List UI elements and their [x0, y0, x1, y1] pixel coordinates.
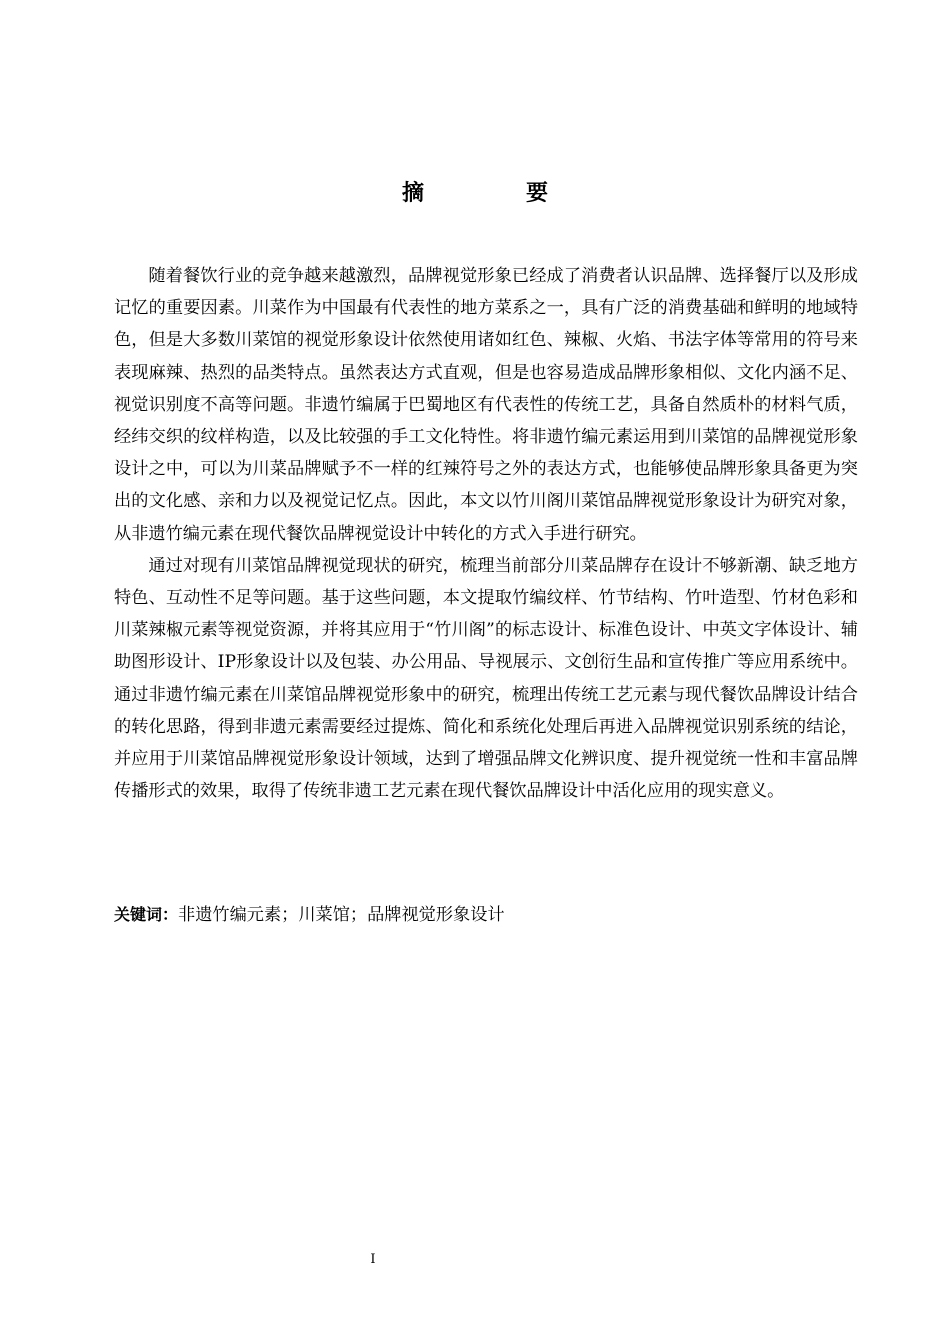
abstract-title: 摘 要: [401, 181, 588, 206]
page-number: I: [370, 1252, 376, 1267]
keywords-label: 关键词：: [114, 905, 179, 924]
abstract-body: [114, 260, 858, 807]
abstract-paragraph-2: 通过对现有川菜馆品牌视觉现状的研究，梳理当前部分川菜品牌存在设计不够新潮、缺乏地方特色、互动性不足等问题。基于这些问题，本文提取竹编纹样、竹节结构、竹叶造型、竹材色彩和川菜辣椒元素等视觉资源，并将其应用于“竹川阁”的标志设计、标准色设计、中英文字体设计、辅助图形设计、IP形象设计以及包装、办公用品、导视展示、文创衍生品和宣传推广等应用系统中。通过非遗竹编元素在川菜馆品牌视觉形象中的研究，梳理出传统工艺元素与现代餐饮品牌设计结合的转化思路，得到非遗元素需要经过提炼、简化和系统化处理后再进入品牌视觉识别系统的结论，并应用于川菜馆品牌视觉形象设计领域，达到了增强品牌文化辨识度、提升视觉统一性和丰富品牌传播形式的效果，取得了传统非遗工艺元素在现代餐饮品牌设计中活化应用的现实意义。: [114, 555, 858, 802]
keywords-value: 非遗竹编元素；川菜馆；品牌视觉形象设计: [178, 905, 505, 925]
keywords-line: [114, 900, 858, 930]
abstract-paragraph-1: 随着餐饮行业的竞争越来越激烈，品牌视觉形象已经成了消费者认识品牌、选择餐厅以及形成记忆的重要因素。川菜作为中国最有代表性的地方菜系之一，具有广泛的消费基础和鲜明的地域特色，但是大多数川菜馆的视觉形象设计依然使用诸如红色、辣椒、火焰、书法字体等常用的符号来表现麻辣、热烈的品类特点。虽然表达方式直观，但是也容易造成品牌形象相似、文化内涵不足、视觉识别度不高等问题。非遗竹编属于巴蜀地区有代表性的传统工艺，具备自然质朴的材料气质，经纬交织的纹样构造，以及比较强的手工文化特性。将非遗竹编元素运用到川菜馆的品牌视觉形象设计之中，可以为川菜品牌赋予不一样的红辣符号之外的表达方式，也能够使品牌形象具备更为突出的文化感、亲和力以及视觉记忆点。因此，本文以竹川阁川菜馆品牌视觉形象设计为研究对象，从非遗竹编元素在现代餐饮品牌视觉设计中转化的方式入手进行研究。: [114, 266, 858, 544]
